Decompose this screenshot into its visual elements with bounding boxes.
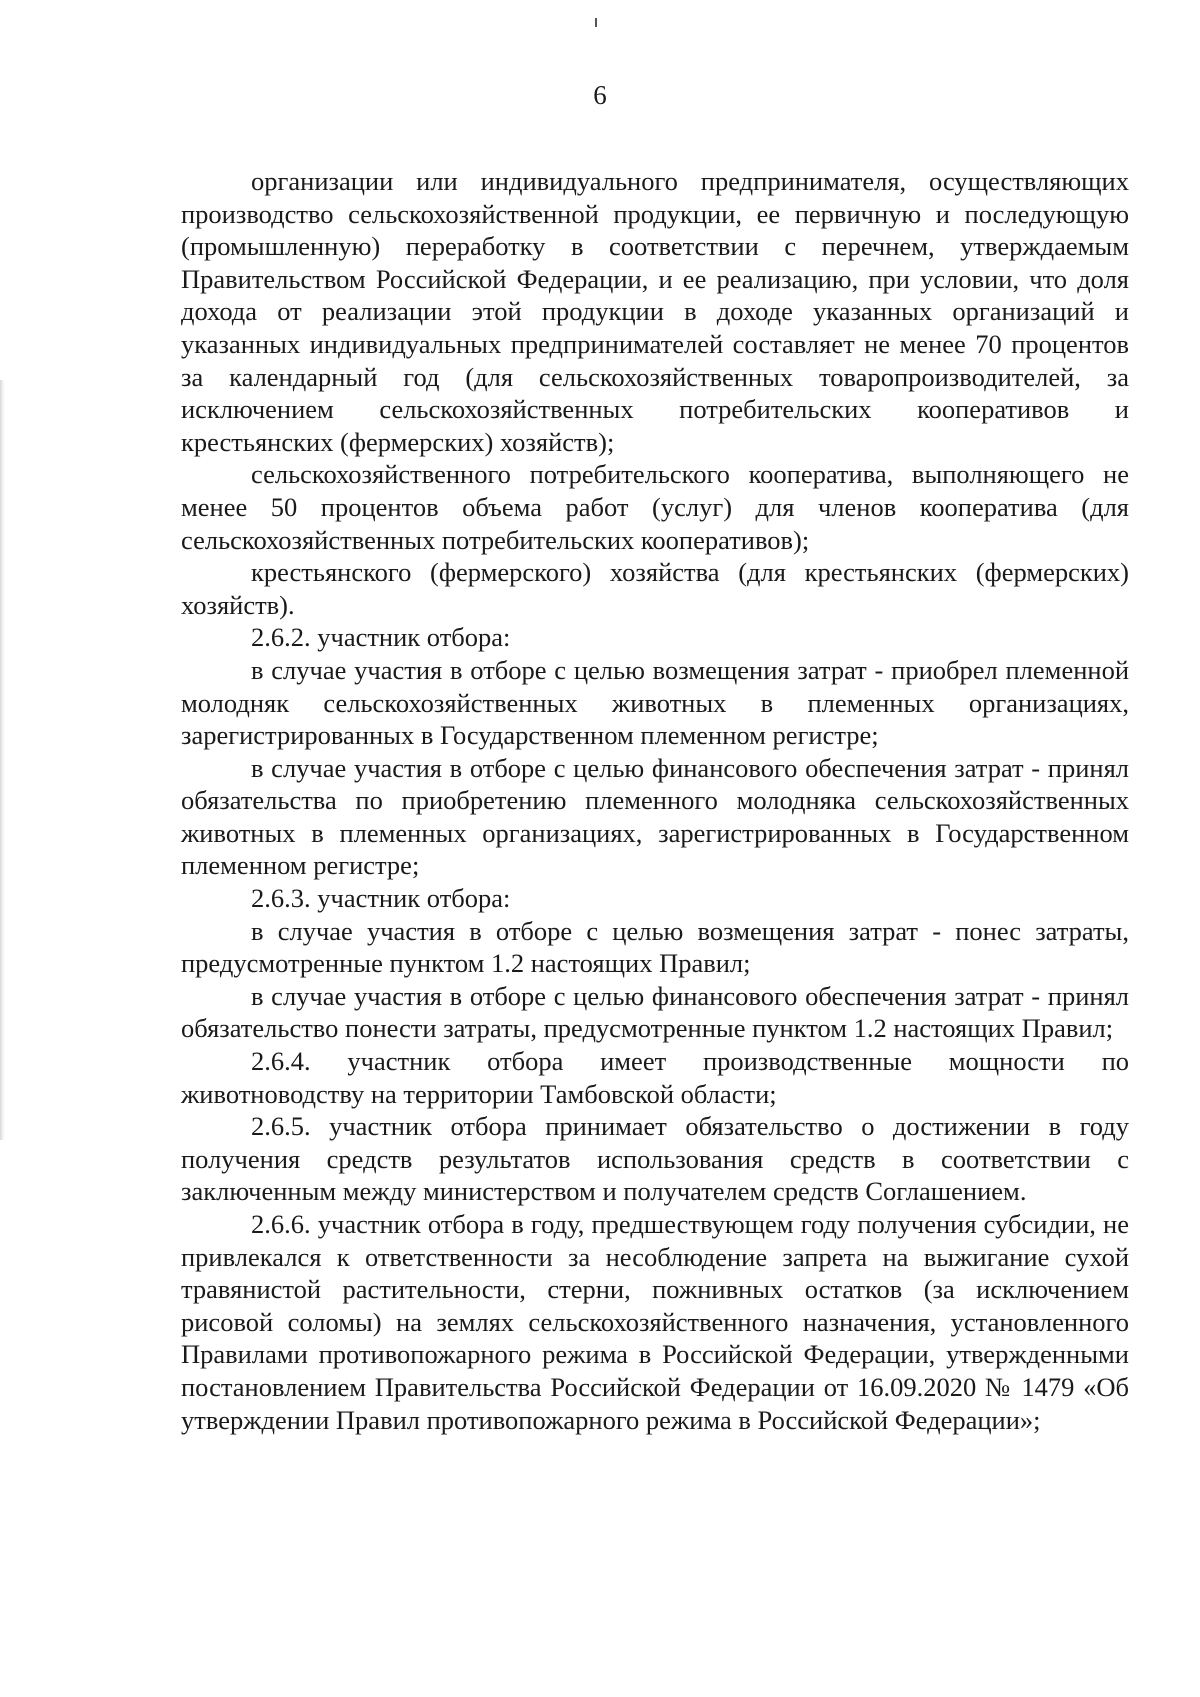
document-body <box>181 165 1129 1436</box>
paragraph-financing-obligation: в случае участия в отборе с целью финансового обеспечения затрат - принял обязательства по приобретению племенного молодняка сельскохозяйственных животных в племенных организациях, зарегистрированных в Государственном племенном регистре; <box>181 752 1129 881</box>
paragraph-item-2-6-6: 2.6.6. участник отбора в году, предшествующем году получения субсидии, не привлекался к ответственности за несоблюдение запрета на выжигание сухой травянистой растительности, стерни, пожнивных остатков (за исключением рисовой соломы) на землях сельскохозяйственного назначения, установленного Правилами противопожарного режима в Российской Федерации, утвержденными постановлением Правительства Российской Федерации от 16.09.2020 № 1479 «Об утверждении Правил противопожарного режима в Российской Федерации»; <box>181 1209 1129 1435</box>
paragraph-item-2-6-4: 2.6.4. участник отбора имеет производственные мощности по животноводству на территории Тамбовской области; <box>181 1046 1129 1109</box>
scan-artifact-mark <box>595 18 597 27</box>
paragraph-item-2-6-2: 2.6.2. участник отбора: <box>251 622 511 653</box>
paragraph-cooperative-criteria: сельскохозяйственного потребительского кооператива, выполняющего не менее 50 процентов объема работ (услуг) для членов кооператива (для сельскохозяйственных потребительских кооперативов); <box>181 459 1129 555</box>
page-number: 6 <box>593 80 607 110</box>
paragraph-reimbursement-purchase: в случае участия в отборе с целью возмещения затрат - приобрел племенной молодняк сельскохозяйственных животных в племенных организациях, зарегистрированных в Государственном племенном регистре; <box>181 654 1129 751</box>
paragraph-organization-criteria: организации или индивидуального предпринимателя, осуществляющих производство сельскохозяйственной продукции, ее первичную и последующую (промышленную) переработку в соответствии с перечнем, утверждаемым Правительством Российской Федерации, и ее реализацию, при условии, что доля дохода от реализации этой продукции в доходе указанных организаций и указанных индивидуальных предпринимателей составляет не менее 70 процентов за календарный год (для сельскохозяйственных товаропроизводителей, за исключением сельскохозяйственных потребительских кооперативов и крестьянских (фермерских) хозяйств); <box>181 166 1129 457</box>
paragraph-item-2-6-3: 2.6.3. участник отбора: <box>251 883 511 914</box>
scan-edge-shadow <box>0 380 5 1140</box>
paragraph-farm-criteria: крестьянского (фермерского) хозяйства (для крестьянских (фермерских) хозяйств). <box>181 557 1129 620</box>
paragraph-item-2-6-5: 2.6.5. участник отбора принимает обязательство о достижении в году получения средств результатов использования средств в соответствии с заключенным между министерством и получателем средств Соглашением. <box>181 1111 1129 1207</box>
paragraph-reimbursement-costs: в случае участия в отборе с целью возмещения затрат - понес затраты, предусмотренные пунктом 1.2 настоящих Правил; <box>181 915 1129 979</box>
paragraph-financing-costs: в случае участия в отборе с целью финансового обеспечения затрат - принял обязательство понести затраты, предусмотренные пунктом 1.2 настоящих Правил; <box>181 980 1129 1044</box>
